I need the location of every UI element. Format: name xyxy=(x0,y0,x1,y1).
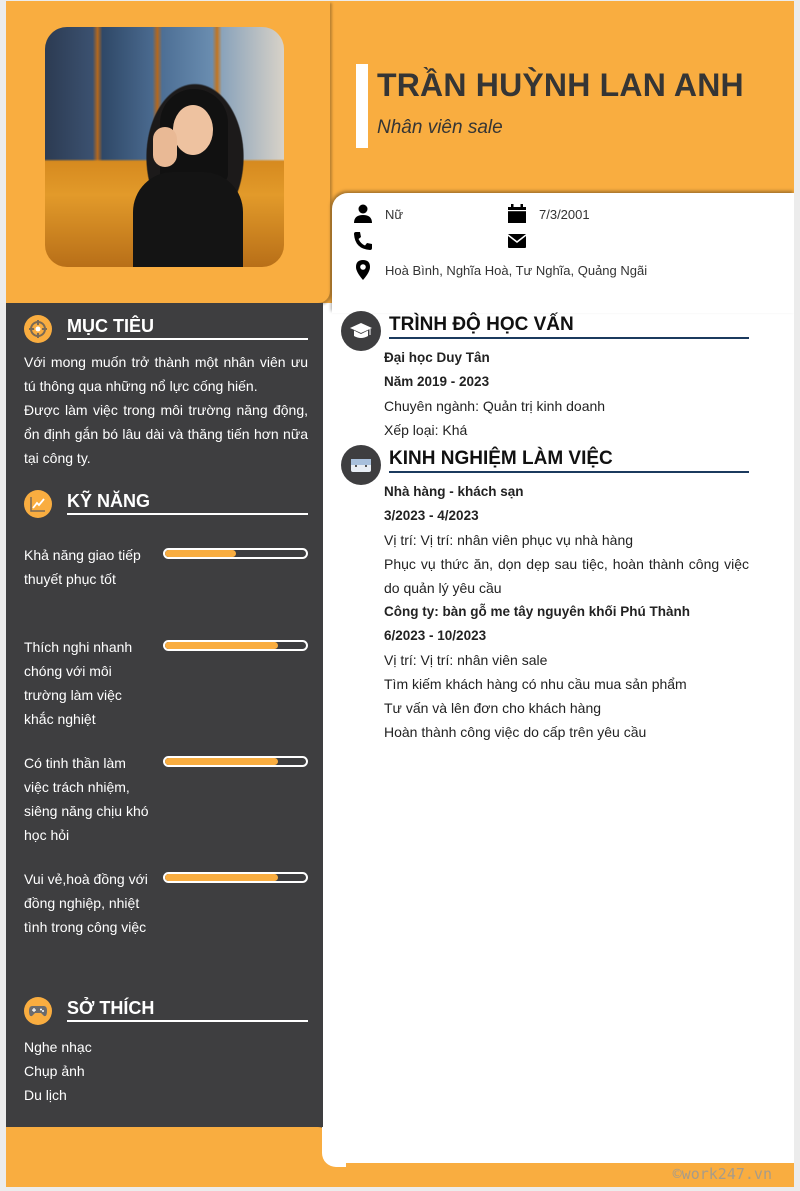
job-position: Vị trí: Vị trí: nhân viên sale xyxy=(384,652,548,668)
skill-bar xyxy=(163,756,308,767)
hobbies-title: SỞ THÍCH xyxy=(67,997,308,1022)
job-position: Vị trí: Vị trí: nhân viên phục vụ nhà hàng xyxy=(384,532,634,548)
job-detail: Hoàn thành công việc do cấp trên yêu cầu xyxy=(384,724,647,740)
skill-label: Vui vẻ,hoà đồng với đồng nghiệp, nhiệt tình trong công việc xyxy=(24,871,148,935)
job-period: 6/2023 - 10/2023 xyxy=(384,628,487,643)
cv-page xyxy=(6,1,794,1187)
location-pin-icon xyxy=(353,260,373,280)
person-icon xyxy=(353,204,373,224)
skill-bar xyxy=(163,872,308,883)
graduation-cap-icon xyxy=(341,311,381,351)
contact-email xyxy=(507,231,539,251)
education-grade: Xếp loại: Khá xyxy=(384,422,468,438)
objective-title: MỤC TIÊU xyxy=(67,315,308,340)
avatar-photo xyxy=(45,27,284,267)
contact-address xyxy=(353,260,647,280)
job-detail: Tìm kiếm khách hàng có nhu cầu mua sản phẩm xyxy=(384,676,687,692)
objective-text-2: Được làm việc trong môi trường năng động, ổn định gắn bó lâu dài và thăng tiến hơn nữa tại công ty. xyxy=(24,402,308,466)
education-years: Năm 2019 - 2023 xyxy=(384,374,490,389)
education-school: Đại học Duy Tân xyxy=(384,350,490,365)
contact-phone xyxy=(353,231,385,251)
education-title: TRÌNH ĐỘ HỌC VẤN xyxy=(389,313,749,339)
education-major: Chuyên ngành: Quản trị kinh doanh xyxy=(384,398,606,414)
skill-fill xyxy=(165,642,278,649)
hobbies-heading xyxy=(24,997,155,1025)
footer-band-left xyxy=(6,1127,332,1187)
experience-title: KINH NGHIỆM LÀM VIỆC xyxy=(389,447,749,473)
skill-label: Khả năng giao tiếp thuyết phục tốt xyxy=(24,547,141,587)
objective-heading xyxy=(24,315,154,343)
objective-text: Với mong muốn trở thành một nhân viên ưu tú thông qua những nổ lực cống hiến. xyxy=(24,354,308,394)
job-detail: Tư vấn và lên đơn cho khách hàng xyxy=(384,700,602,716)
hobby-item: Chụp ảnh xyxy=(24,1063,85,1079)
skill-bar xyxy=(163,640,308,651)
address-value: Hoà Bình, Nghĩa Hoà, Tư Nghĩa, Quảng Ngãi xyxy=(385,262,648,278)
job-company: Nhà hàng - khách sạn xyxy=(384,484,524,499)
skill-fill xyxy=(165,758,278,765)
skill-fill xyxy=(165,874,278,881)
hobby-item: Du lịch xyxy=(24,1087,67,1103)
skills-heading xyxy=(24,490,151,518)
watermark: ©work247.vn xyxy=(672,1165,772,1183)
contact-birthday xyxy=(507,204,590,224)
envelope-icon xyxy=(507,231,527,251)
name-accent-bar xyxy=(356,64,368,148)
skill-bar xyxy=(163,548,308,559)
job-detail: Phục vụ thức ăn, dọn dẹp sau tiệc, hoàn thành công việc do quản lý yêu cầu xyxy=(384,556,749,596)
job-company: Công ty: bàn gỗ me tây nguyên khối Phú Thành xyxy=(384,604,691,619)
briefcase-icon xyxy=(341,445,381,485)
hobby-item: Nghe nhạc xyxy=(24,1039,92,1055)
skill-label: Có tinh thần làm việc trách nhiệm, siêng năng chịu khó học hỏi xyxy=(24,755,149,843)
contact-gender xyxy=(353,204,403,224)
chart-trend-icon xyxy=(24,490,52,518)
skill-label: Thích nghi nhanh chóng với môi trường làm việc khắc nghiệt xyxy=(24,639,133,727)
skill-fill xyxy=(165,550,236,557)
birthday-value: 7/3/2001 xyxy=(539,206,590,222)
left-sidebar xyxy=(6,303,323,1129)
gender-value: Nữ xyxy=(385,206,404,222)
candidate-name: TRẦN HUỲNH LAN ANH xyxy=(377,67,744,103)
calendar-icon xyxy=(507,204,527,224)
gamepad-icon xyxy=(24,997,52,1025)
phone-icon xyxy=(353,231,373,251)
skills-title: KỸ NĂNG xyxy=(67,490,308,515)
job-title: Nhân viên sale xyxy=(377,117,503,138)
job-period: 3/2023 - 4/2023 xyxy=(384,508,479,523)
target-icon xyxy=(24,315,52,343)
